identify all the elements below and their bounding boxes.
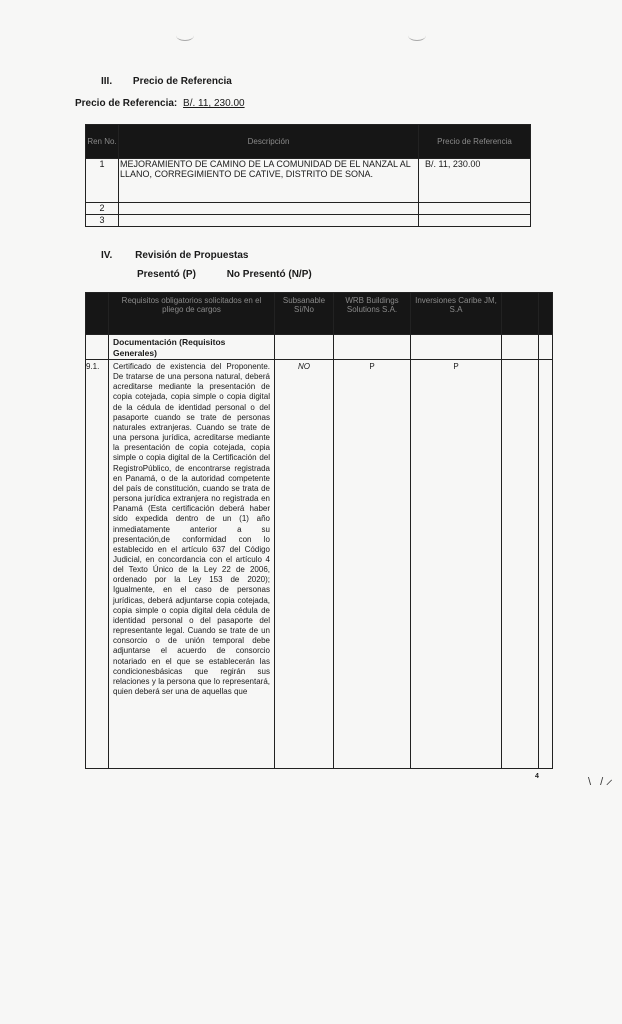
item-number: 9.1.: [86, 360, 109, 769]
section-4-title: Revisión de Propuestas: [135, 250, 249, 261]
section-3-title: Precio de Referencia: [132, 76, 232, 87]
empty-cell: [539, 360, 553, 769]
header-description: Descripción: [119, 125, 419, 159]
reference-price-line: [75, 98, 245, 109]
empty-cell: [502, 335, 539, 360]
price-table-header: [86, 125, 531, 159]
row-description: [119, 203, 419, 215]
header-reference-price: Precio de Referencia: [419, 125, 531, 159]
header-item-number: [86, 293, 109, 335]
reference-price-label: Precio de Referencia:: [75, 98, 178, 109]
row-number: 3: [86, 215, 119, 227]
header-empty-column: [502, 293, 539, 335]
section-3-number: III.: [101, 76, 113, 87]
legend-presented: Presentó (P): [137, 269, 196, 280]
row-description: MEJORAMIENTO DE CAMINO DE LA COMUNIDAD DE EL NANZAL AL LLANO, CORREGIMIENTO DE CATIVE, DISTRITO DE SONA.: [119, 159, 419, 203]
margin-handwriting: \ / ̷: [588, 776, 613, 788]
empty-cell: [334, 335, 411, 360]
row-price: B/. 11, 230.00: [419, 159, 531, 203]
empty-cell: [539, 335, 553, 360]
empty-cell: [411, 335, 502, 360]
item-requirement-text: Certificado de existencia del Proponente. De tratarse de una persona natural, deberá acreditarse mediante la presentación de copia cotejada, copia simple o copia digital de la cédula de identidad personal o del pasaporte cuando se trate de personas naturales extranjeras. Cuando se trate de una persona jurídica, acreditarse mediante la presentación de copia cotejada, copia simple o copia digital de la Certificación del RegistroPúblico, de encontrarse registrada en Panamá, o de la autoridad competente del país de constitución, cuando se trata de persona jurídica extranjera no registrada en Panamá (Esta certificación deberá haber sido expedida dentro de un (1) año inmediatamente anterior a su presentación,de conformidad con lo establecido en el artículo 637 del Código Judicial, en concordancia con el artículo 4 del Texto Único de la Ley 22 de 2006, ordenado por la Ley 153 de 2020); Igualmente, en el caso de personas jurídicas, deberá adjuntarse copia cotejada, copia simple o copia digital dela cédula de identidad personal o del pasaporte del representante legal. Cuando se trate de un consorcio o de unión temporal debe adjuntarse el acuerdo de consorcio notariado en el que se establecerán las condicionesbásicas que regirán sus relaciones y la persona que lo representará, quien deberá ser una de aquellas que: [109, 360, 275, 769]
price-table: [85, 124, 531, 227]
header-requirements: Requisitos obligatorios solicitados en el pliego de cargos: [109, 293, 275, 335]
header-ren-no: Ren No.: [86, 125, 119, 159]
header-subsanable: Subsanable Sí/No: [275, 293, 334, 335]
header-bidder-2: Inversiones Caribe JM, S.A: [411, 293, 502, 335]
item-subsanable: NO: [275, 360, 334, 769]
section-4-number: IV.: [101, 250, 113, 261]
item-bidder-1-status: P: [334, 360, 411, 769]
table-row: [86, 360, 553, 769]
scan-artifact: [176, 30, 194, 41]
row-price: [419, 203, 531, 215]
table-row: [86, 215, 531, 227]
group-row: [86, 335, 553, 360]
group-title: Documentación (Requisitos Generales): [109, 335, 275, 360]
section-4-heading: [101, 250, 248, 261]
review-table-header: [86, 293, 553, 335]
item-bidder-2-status: P: [411, 360, 502, 769]
empty-cell: [502, 360, 539, 769]
empty-cell: [275, 335, 334, 360]
row-number: 2: [86, 203, 119, 215]
table-row: [86, 159, 531, 203]
scan-artifact: [408, 30, 426, 41]
review-table: [85, 292, 553, 769]
legend-not-presented: No Presentó (N/P): [226, 269, 312, 280]
row-description: [119, 215, 419, 227]
table-row: [86, 203, 531, 215]
row-price: [419, 215, 531, 227]
header-empty-column: [539, 293, 553, 335]
header-bidder-1: WRB Buildings Solutions S.A.: [334, 293, 411, 335]
page-number: 4: [535, 773, 539, 780]
reference-price-amount: B/. 11, 230.00: [183, 98, 245, 109]
section-3-heading: [101, 76, 232, 87]
row-number: 1: [86, 159, 119, 203]
group-number-cell: [86, 335, 109, 360]
presentation-legend: [137, 269, 312, 280]
